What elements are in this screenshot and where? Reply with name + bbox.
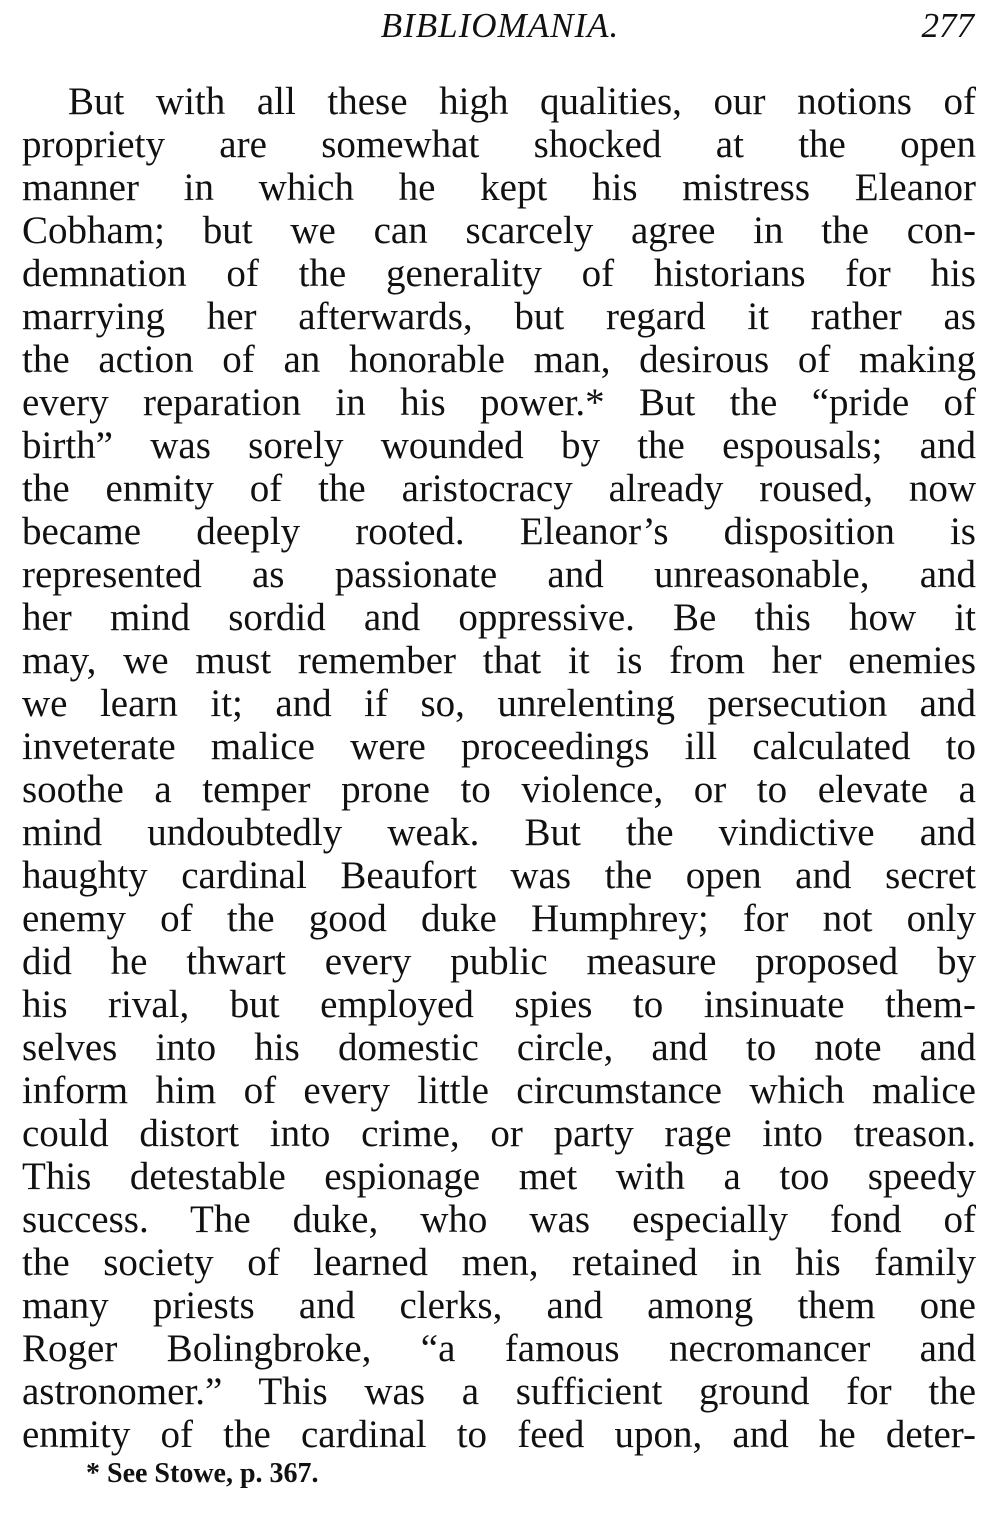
text-line: the action of an honorable man, desirous of making <box>22 338 976 381</box>
text-line: every reparation in his power.* But the “pride of <box>22 381 976 424</box>
text-line: demnation of the generality of historians for his <box>22 252 976 295</box>
text-line: her mind sordid and oppressive. Be this how it <box>22 596 976 639</box>
text-line: mind undoubtedly weak. But the vindictive and <box>22 811 976 854</box>
text-line: soothe a temper prone to violence, or to elevate a <box>22 768 976 811</box>
text-line: many priests and clerks, and among them one <box>22 1284 976 1327</box>
text-line: his rival, but employed spies to insinuate them- <box>22 983 976 1026</box>
text-line: success. The duke, who was especially fond of <box>22 1198 976 1241</box>
text-line: manner in which he kept his mistress Eleanor <box>22 166 976 209</box>
text-line: we learn it; and if so, unrelenting persecution and <box>22 682 976 725</box>
text-line: the society of learned men, retained in his family <box>22 1241 976 1284</box>
text-line: inform him of every little circumstance which malice <box>22 1069 976 1112</box>
text-line: could distort into crime, or party rage into treason. <box>22 1112 976 1155</box>
text-line: selves into his domestic circle, and to note and <box>22 1026 976 1069</box>
text-line: astronomer.” This was a sufficient ground for the <box>22 1370 976 1413</box>
text-line: enmity of the cardinal to feed upon, and he deter- <box>22 1413 976 1456</box>
text-line: represented as passionate and unreasonable, and <box>22 553 976 596</box>
text-line: Cobham; but we can scarcely agree in the con- <box>22 209 976 252</box>
page-header <box>0 6 1000 54</box>
text-line: may, we must remember that it is from her enemies <box>22 639 976 682</box>
text-line: But with all these high qualities, our notions of <box>68 80 976 123</box>
text-line: enemy of the good duke Humphrey; for not only <box>22 897 976 940</box>
text-line: haughty cardinal Beaufort was the open and secret <box>22 854 976 897</box>
text-line: inveterate malice were proceedings ill calculated to <box>22 725 976 768</box>
page-number: 277 <box>921 6 974 45</box>
text-line: did he thwart every public measure proposed by <box>22 940 976 983</box>
footnote: * See Stowe, p. 367. <box>86 1458 319 1489</box>
text-line: Roger Bolingbroke, “a famous necromancer and <box>22 1327 976 1370</box>
body-paragraph <box>22 80 976 1456</box>
text-line: This detestable espionage met with a too speedy <box>22 1155 976 1198</box>
text-line: became deeply rooted. Eleanor’s disposition is <box>22 510 976 553</box>
running-title: BIBLIOMANIA. <box>380 6 620 45</box>
text-line: birth” was sorely wounded by the espousals; and <box>22 424 976 467</box>
text-line: the enmity of the aristocracy already roused, now <box>22 467 976 510</box>
text-line: marrying her afterwards, but regard it rather as <box>22 295 976 338</box>
text-line: propriety are somewhat shocked at the open <box>22 123 976 166</box>
